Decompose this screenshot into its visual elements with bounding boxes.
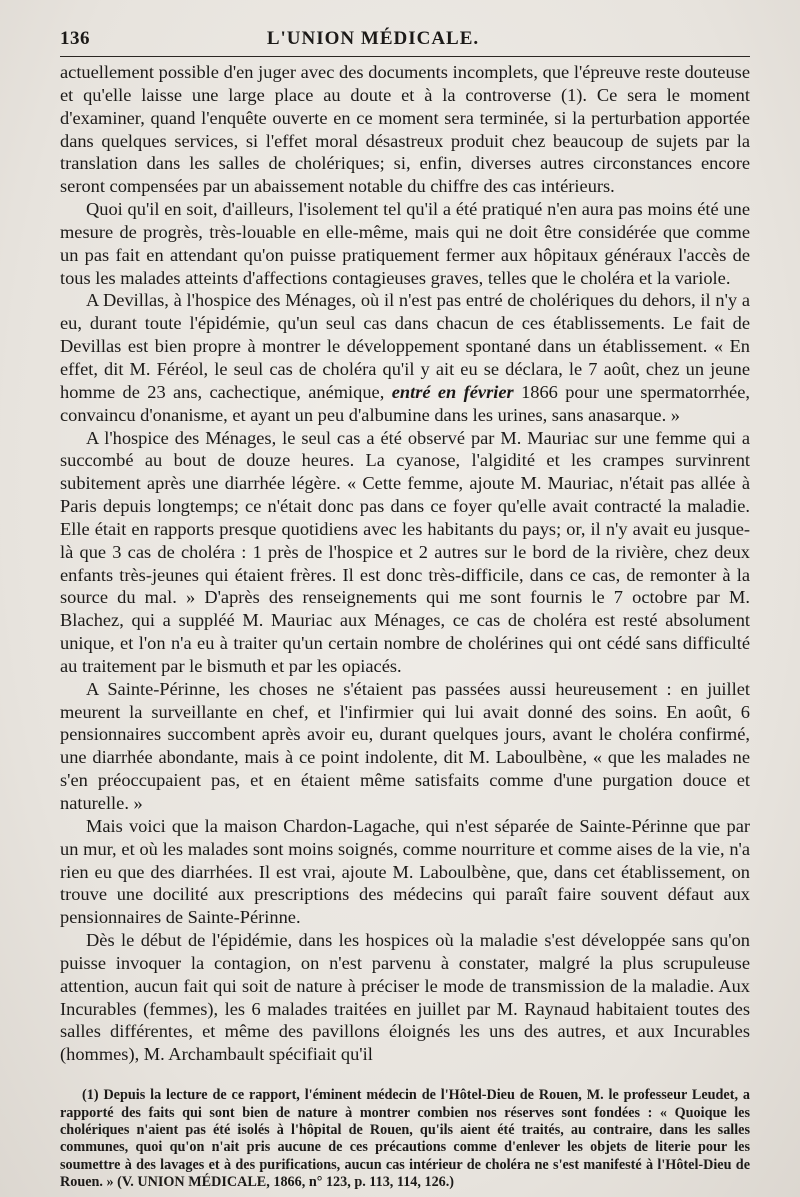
paragraph-3-italic: entré en février [391,381,514,402]
paragraph-5: A Sainte-Périnne, les choses ne s'étaient pas passées aussi heureusement : en juillet meurent la surveillante en chef, et l'infirmier qui lui avait donné des soins. En août, 6 pensionnaires succombent après avoir eu, durant quelques jours, avant le choléra confirmé, une diarrhée abondante, mais à ce point indolente, dit M. Laboulbène, « que les malades ne s'en préoccupaient pas, et en étaient même satisfaits comme d'une purgation douce et naturelle. » [60,678,750,813]
paragraph-3-part-1: A Devillas, à l'hospice des Ménages, où il n'est pas entré de cholériques du dehors, il n'y a eu, durant toute l'épidémie, qu'un seul cas dans chacun de ces établissements. Le fait de Devillas est bien propre à montrer le développement spontané dans un établissement. « En effet, dit M. Féréol, le seul cas de choléra qu'il y ait eu se déclara, le 7 août, chez un jeune homme de 23 ans, cachectique, anémique, [60,290,750,402]
footnote [60,1087,750,1191]
page-header [60,28,752,50]
paragraph-4: A l'hospice des Ménages, le seul cas a été observé par M. Mauriac sur une femme qui a succombé au bout de douze heures. La cyanose, l'algidité et les crampes survinrent subitement après une diarrhée légère. « Cette femme, ajoute M. Mauriac, n'était pas allée à Paris depuis longtemps; ce n'était donc pas dans ce foyer qu'elle avait contracté la maladie. Elle était en rapports presque quotidiens avec les habitants du pays; or, il n'y avait eu jusque-là que 3 cas de choléra : 1 près de l'hospice et 2 autres sur le bord de la rivière, chez deux enfants très-jeunes qui étaient frères. Il est donc très-difficile, dans ce cas, de remonter à la source du mal. » D'après des renseignements qui me sont fournis le 7 octobre par M. Blachez, qui a suppléé M. Mauriac aux Ménages, ce cas de choléra est resté absolument unique, et l'on n'a eu à traiter qu'un certain nombre de cholérines qui ont cédé sans difficulté au traitement par le bismuth et par les opiacés. [60,427,750,676]
journal-title: L'UNION MÉDICALE. [266,28,480,49]
footnote-1: (1) Depuis la lecture de ce rapport, l'éminent médecin de l'Hôtel-Dieu de Rouen, M. le professeur Leudet, a rapporté des faits qui sont bien de nature à montrer combien nos réserves sont fondées : « Quoique les cholériques n'aient pas été isolés à l'hôpital de Rouen, qu'ils aient été traités, au contraire, dans les salles communes, quoi qu'on n'ait pris aucune de ces précautions comme d'enlever les objets de literie pour les soumettre à des lavages et à des purifications, aucun cas intérieur de choléra ne s'est manifesté à l'Hôtel-Dieu de Rouen. » (V. UNION MÉDICALE, 1866, n° 123, p. 113, 114, 126.) [60,1087,750,1191]
paragraph-6: Mais voici que la maison Chardon-Lagache, qui n'est séparée de Sainte-Périnne que par un mur, et où les malades sont moins soignés, comme nourriture et comme aises de la vie, n'a rien eu que des diarrhées. Il est vrai, ajoute M. Laboulbène, que, dans cet établissement, on trouve une docilité aux prescriptions des médecins qui paraît faire souvent défaut aux pensionnaires de Sainte-Périnne. [60,815,750,928]
paragraph-7: Dès le début de l'épidémie, dans les hospices où la maladie s'est développée sans qu'on puisse invoquer la contagion, on n'est parvenu à constater, malgré la plus scrupuleuse attention, aucun fait qui soit de nature à préciser le mode de transmission de la maladie. Aux Incurables (femmes), les 6 malades traitées en juillet par M. Raynaud habitaient toutes des salles différentes, et même des pavillons éloignés les uns des autres, et aux Incurables (hommes), M. Archambault spécifiait qu'il [60,930,750,1065]
paragraph-3 [60,289,750,426]
paragraph-1: actuellement possible d'en juger avec des documents incomplets, que l'épreuve reste douteuse et qu'elle laisse une large place au doute et à la controverse (1). Ce sera le moment d'examiner, quand l'enquête ouverte en ce moment sera terminée, si la perturbation apportée dans quelques services, si l'effet moral désastreux produit chez beaucoup de sujets par la translation dans les salles de cholériques; si, enfin, diverses autres circonstances encore seront compensées par un abaissement notable du chiffre des cas intérieurs. [60,62,750,197]
page-number: 136 [60,28,90,49]
paragraph-3-part-2: 1866 pour une spermatorrhée, convaincu d'onanisme, et ayant un peu d'albumine dans les urines, sans anasarque. » [60,381,750,425]
article-body [60,61,750,1066]
header-rule [60,56,750,57]
paragraph-2: Quoi qu'il en soit, d'ailleurs, l'isolement tel qu'il a été pratiqué n'en aura pas moins été une mesure de progrès, très-louable en elle-même, mais qui ne doit être considérée que comme un pas fait en attendant qu'on puisse pratiquement fermer aux hôpitaux généraux l'accès de tous les malades atteints d'affections contagieuses graves, telles que le choléra et la variole. [60,199,750,288]
